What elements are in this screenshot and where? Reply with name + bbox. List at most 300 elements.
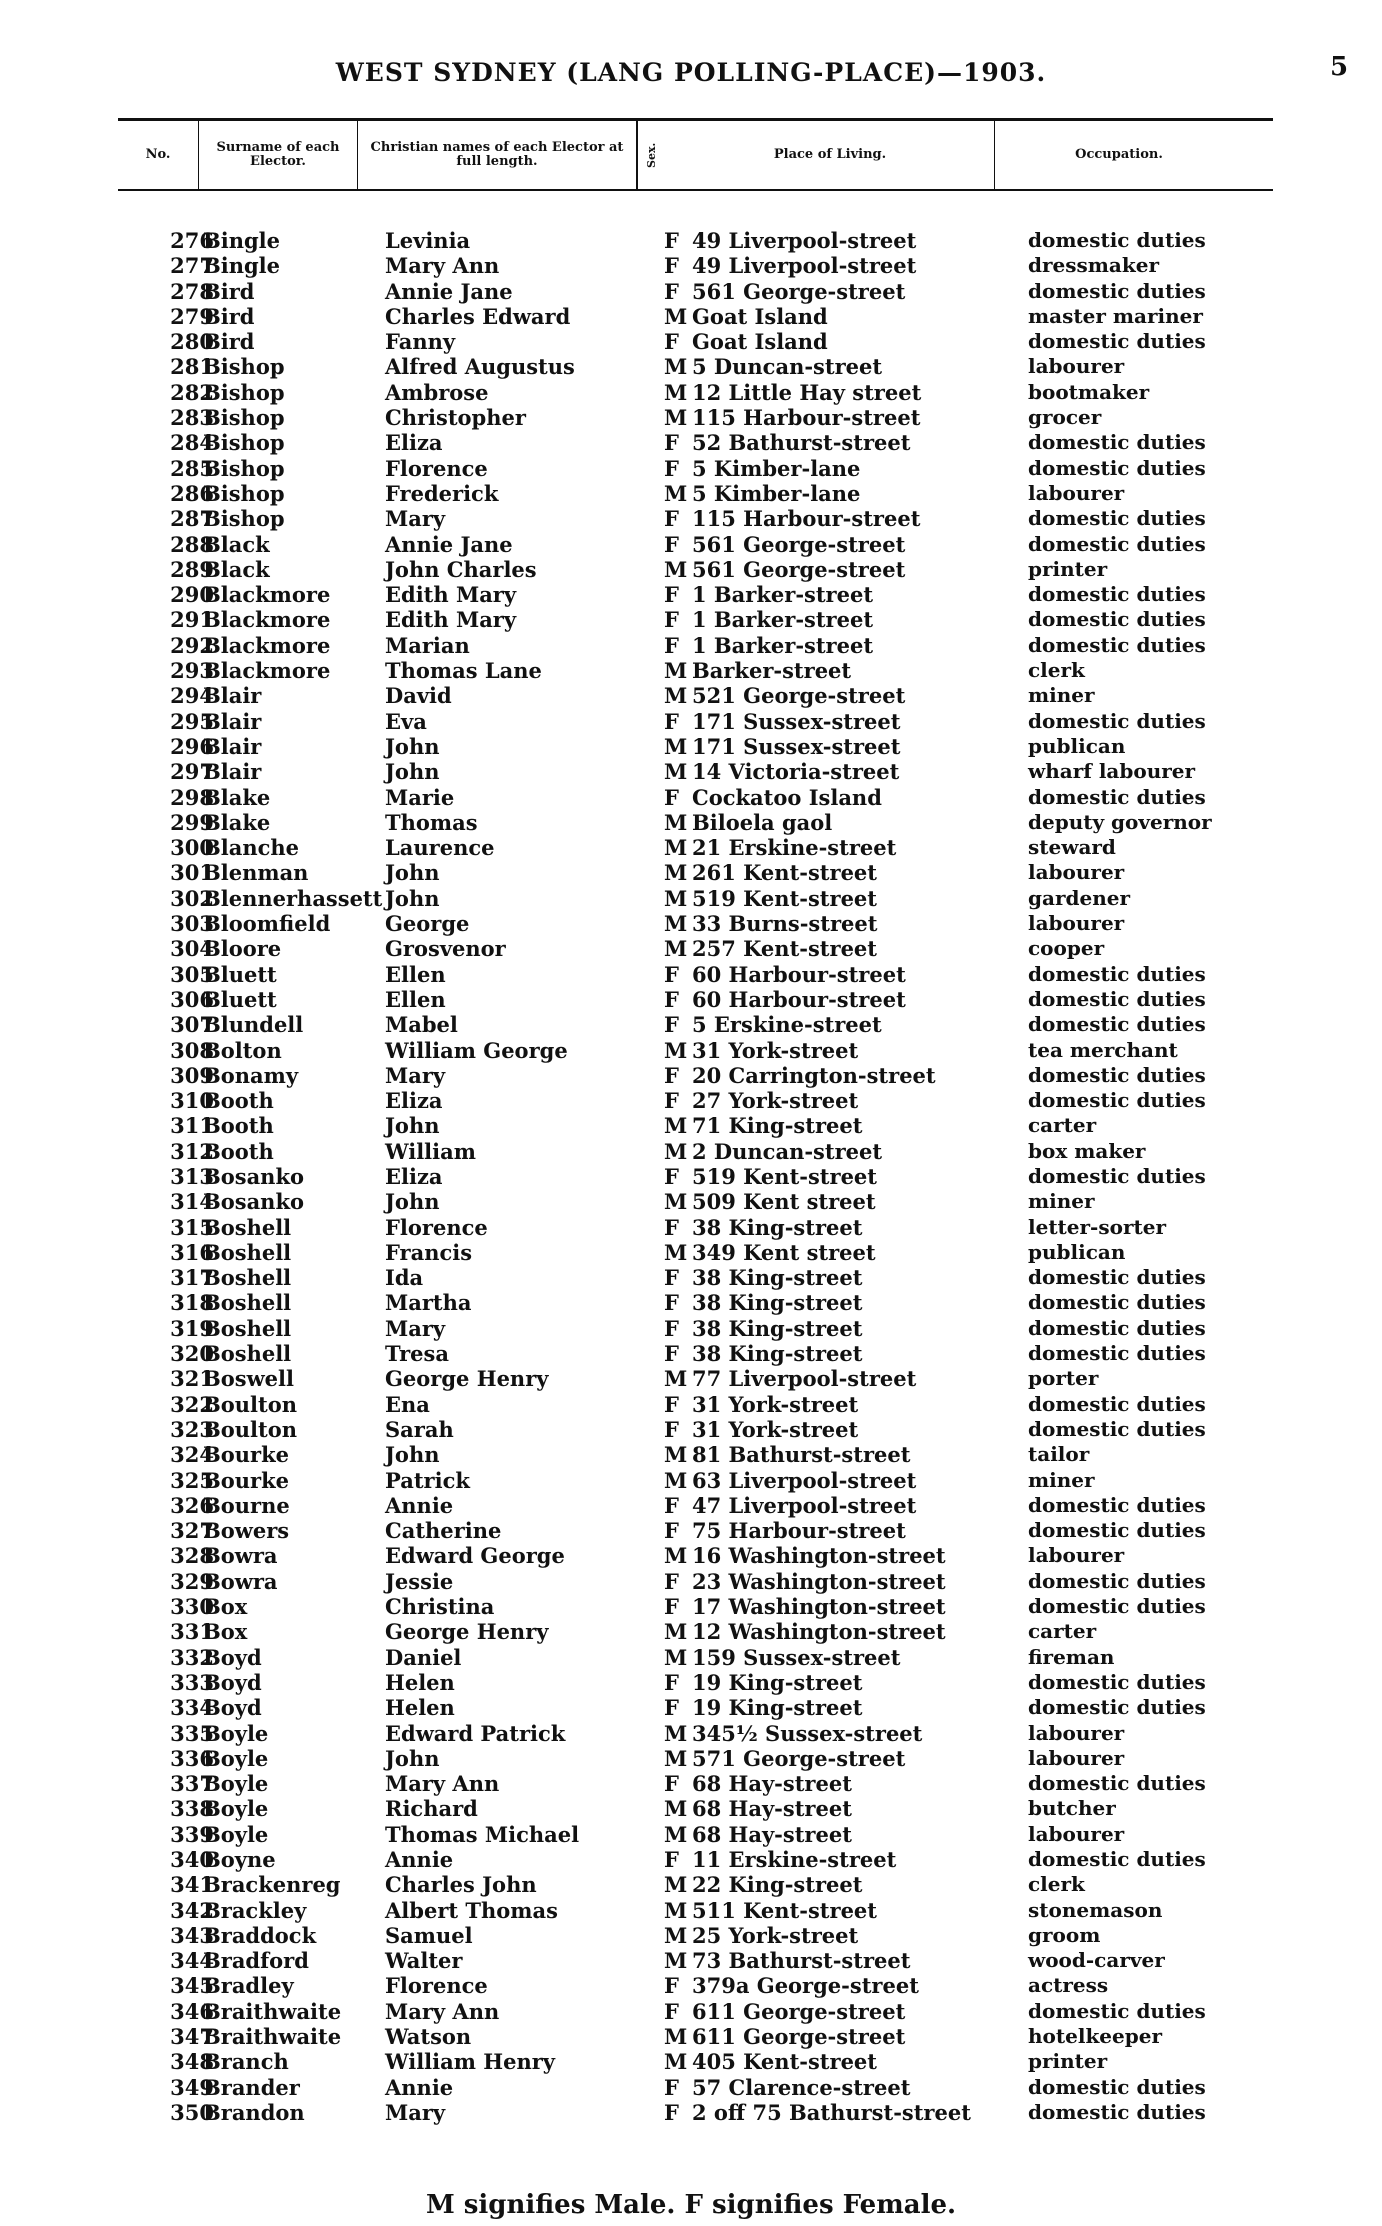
table-row [0,1822,1382,1847]
table-row [0,506,1382,531]
elector-number: 283 [170,405,214,431]
elector-number: 319 [170,1315,214,1341]
elector-number: 282 [170,379,214,405]
sex: M [664,835,688,861]
elector-number: 324 [170,1442,214,1468]
christian-names: Florence [385,1214,488,1240]
place-of-living: 159 Sussex-street [692,1644,901,1670]
sex: F [664,253,679,279]
surname: Boyle [203,1771,269,1797]
occupation: domestic duties [1028,784,1206,809]
occupation: publican [1028,733,1126,758]
place-of-living: 5 Kimber-lane [692,455,861,481]
elector-number: 332 [170,1644,214,1670]
sex: M [664,1138,688,1164]
col-header-christian: Christian names of each Elector at full length. [358,121,637,189]
christian-names: Edward Patrick [385,1720,566,1746]
place-of-living: 511 Kent-street [692,1897,877,1923]
occupation: box maker [1028,1138,1146,1163]
occupation: carter [1028,1113,1097,1138]
occupation: domestic duties [1028,961,1206,986]
occupation: domestic duties [1028,1695,1206,1720]
surname: Bonamy [203,1062,299,1088]
elector-number: 309 [170,1062,214,1088]
sex: M [664,1872,688,1898]
sex: M [664,480,688,506]
sex: F [664,1973,679,1999]
sex: M [664,1467,688,1493]
surname: Branch [203,2049,289,2075]
surname: Bourke [203,1442,289,1468]
sex: F [664,1416,679,1442]
table-row [0,1012,1382,1037]
elector-number: 299 [170,809,214,835]
elector-number: 331 [170,1619,214,1645]
surname: Black [203,531,270,557]
occupation: domestic duties [1028,1315,1206,1340]
occupation: hotelkeeper [1028,2024,1162,2049]
occupation: domestic duties [1028,582,1206,607]
table-row [0,607,1382,632]
christian-names: Thomas [385,809,478,835]
elector-number: 278 [170,278,214,304]
surname: Boshell [203,1239,292,1265]
place-of-living: 519 Kent-street [692,1163,877,1189]
elector-number: 308 [170,1037,214,1063]
sex: F [664,1518,679,1544]
sex: M [664,733,688,759]
christian-names: Fanny [385,329,456,355]
place-of-living: 1 Barker-street [692,632,874,658]
christian-names: David [385,683,452,709]
occupation: tailor [1028,1442,1090,1467]
place-of-living: 60 Harbour-street [692,961,906,987]
sex: M [664,1442,688,1468]
place-of-living: 12 Washington-street [692,1619,946,1645]
occupation: domestic duties [1028,607,1206,632]
sex: F [664,531,679,557]
christian-names: George Henry [385,1619,549,1645]
elector-number: 323 [170,1416,214,1442]
place-of-living: 2 Duncan-street [692,1138,883,1164]
place-of-living: 611 George-street [692,1998,906,2024]
sex: F [664,2074,679,2100]
occupation: domestic duties [1028,1163,1206,1188]
occupation: domestic duties [1028,1290,1206,1315]
occupation: domestic duties [1028,1847,1206,1871]
surname: Bishop [203,405,285,431]
elector-number: 346 [170,1998,214,2024]
elector-number: 315 [170,1214,214,1240]
sex: F [664,506,679,532]
table-row [0,1139,1382,1164]
occupation: domestic duties [1028,2099,1206,2124]
elector-number: 302 [170,885,214,911]
column-header-row [118,118,1273,191]
table-row [0,911,1382,936]
place-of-living: 561 George-street [692,556,906,582]
sex: F [664,1012,679,1038]
place-of-living: 31 York-street [692,1037,859,1063]
surname: Brackenreg [203,1872,341,1898]
occupation: groom [1028,1922,1101,1947]
table-row [0,380,1382,405]
place-of-living: 31 York-street [692,1416,859,1442]
table-row [0,2075,1382,2100]
elector-number: 322 [170,1391,214,1417]
elector-number: 284 [170,430,214,456]
sex: F [664,1062,679,1088]
occupation: domestic duties [1028,506,1206,531]
table-row [0,1771,1382,1796]
occupation: domestic duties [1028,278,1206,303]
table-row [0,987,1382,1012]
surname: Braddock [203,1922,317,1948]
surname: Boyle [203,1720,269,1746]
christian-names: Mary Ann [385,1998,500,2024]
place-of-living: 38 King-street [692,1315,863,1341]
place-of-living: 261 Kent-street [692,860,877,886]
place-of-living: 22 King-street [692,1872,863,1898]
occupation: domestic duties [1028,1492,1206,1517]
surname: Booth [203,1088,274,1114]
surname: Blennerhassett [203,885,383,911]
table-row [0,1973,1382,1998]
christian-names: Ambrose [385,379,489,405]
christian-names: John [385,1745,440,1771]
occupation: labourer [1028,480,1125,505]
sex: F [664,582,679,608]
christian-names: Christina [385,1594,495,1620]
place-of-living: 521 George-street [692,683,906,709]
sex: F [664,278,679,304]
place-of-living: 12 Little Hay street [692,379,922,405]
sex: M [664,1745,688,1771]
christian-names: John [385,885,440,911]
christian-names: Annie Jane [385,531,513,557]
christian-names: Marie [385,784,455,810]
christian-names: William George [385,1037,568,1063]
christian-names: Charles Edward [385,303,571,329]
sex: F [664,784,679,810]
christian-names: Frederick [385,480,499,506]
surname: Blake [203,809,271,835]
place-of-living: 68 Hay-street [692,1821,852,1847]
surname: Box [203,1619,248,1645]
sex: M [664,809,688,835]
christian-names: Thomas Lane [385,658,542,684]
christian-names: Mary Ann [385,253,500,279]
table-row [0,557,1382,582]
sex: M [664,759,688,785]
table-row [0,279,1382,304]
sex: M [664,1189,688,1215]
christian-names: Patrick [385,1467,470,1493]
surname: Boyle [203,1796,269,1822]
christian-names: Mabel [385,1012,458,1038]
christian-names: Levinia [385,228,471,253]
christian-names: Watson [385,2024,472,2050]
elector-number: 280 [170,329,214,355]
surname: Blackmore [203,607,331,633]
place-of-living: 611 George-street [692,2024,906,2050]
place-of-living: 73 Bathurst-street [692,1948,911,1974]
surname: Bishop [203,480,285,506]
sex: F [664,1315,679,1341]
elector-number: 337 [170,1771,214,1797]
place-of-living: Cockatoo Island [692,784,882,810]
occupation: domestic duties [1028,1088,1206,1113]
surname: Boswell [203,1366,294,1392]
elector-number: 276 [170,228,214,253]
table-row [0,1341,1382,1366]
place-of-living: 1 Barker-street [692,582,874,608]
table-row [0,1872,1382,1897]
christian-names: Annie [385,2074,454,2100]
surname: Brackley [203,1897,307,1923]
surname: Bosanko [203,1163,305,1189]
table-row [0,759,1382,784]
occupation: domestic duties [1028,1391,1206,1416]
sex: M [664,683,688,709]
table-row [0,1847,1382,1872]
surname: Boyle [203,1821,269,1847]
christian-names: Mary [385,1315,446,1341]
elector-number: 303 [170,911,214,937]
surname: Bradford [203,1948,309,1974]
table-row [0,1999,1382,2024]
elector-number: 325 [170,1467,214,1493]
occupation: dressmaker [1028,253,1160,278]
place-of-living: 171 Sussex-street [692,708,901,734]
occupation: domestic duties [1028,531,1206,556]
place-of-living: 16 Washington-street [692,1543,946,1569]
sex: F [664,1669,679,1695]
occupation: letter-sorter [1028,1214,1166,1239]
surname: Blair [203,733,262,759]
table-row [0,810,1382,835]
christian-names: John [385,860,440,886]
christian-names: Martha [385,1290,472,1316]
elector-number: 297 [170,759,214,785]
elector-number: 326 [170,1492,214,1518]
col-header-occupation: Occupation. [1075,147,1163,162]
place-of-living: 77 Liverpool-street [692,1366,917,1392]
place-of-living: Goat Island [692,329,828,355]
page-number: 5 [1330,52,1349,82]
elector-number: 329 [170,1568,214,1594]
occupation: domestic duties [1028,1265,1206,1290]
sex: M [664,1821,688,1847]
occupation: domestic duties [1028,1012,1206,1037]
occupation: wood-carver [1028,1948,1165,1973]
place-of-living: 81 Bathurst-street [692,1442,911,1468]
surname: Brandon [203,2099,305,2125]
sex: M [664,1644,688,1670]
place-of-living: 68 Hay-street [692,1771,852,1797]
sex: M [664,1037,688,1063]
elector-number: 298 [170,784,214,810]
sex: M [664,556,688,582]
surname: Boulton [203,1391,297,1417]
table-row [0,785,1382,810]
surname: Bluett [203,961,277,987]
sex: F [664,1695,679,1721]
place-of-living: Barker-street [692,658,852,684]
christian-names: Samuel [385,1922,473,1948]
elector-number: 341 [170,1872,214,1898]
christian-names: Florence [385,1973,488,1999]
elector-number: 294 [170,683,214,709]
sex: M [664,1720,688,1746]
table-row [0,456,1382,481]
sex: M [664,303,688,329]
table-row [0,228,1382,253]
sex: F [664,961,679,987]
occupation: wharf labourer [1028,759,1196,784]
place-of-living: 5 Kimber-lane [692,480,861,506]
occupation: labourer [1028,1745,1125,1770]
place-of-living: 38 King-street [692,1265,863,1291]
sex: F [664,1163,679,1189]
place-of-living: 38 King-street [692,1214,863,1240]
table-row [0,2049,1382,2074]
christian-names: Annie [385,1847,454,1872]
elector-number: 277 [170,253,214,279]
surname: Bishop [203,379,285,405]
christian-names: Edith Mary [385,582,517,608]
sex: M [664,1366,688,1392]
place-of-living: 17 Washington-street [692,1594,946,1620]
table-row [0,1063,1382,1088]
surname: Bishop [203,506,285,532]
place-of-living: 20 Carrington-street [692,1062,936,1088]
place-of-living: 509 Kent street [692,1189,876,1215]
sex: F [664,228,679,253]
table-row [0,1215,1382,1240]
christian-names: Eva [385,708,427,734]
sex: F [664,329,679,355]
occupation: domestic duties [1028,455,1206,480]
elector-number: 307 [170,1012,214,1038]
place-of-living: 38 King-street [692,1341,863,1367]
place-of-living: 519 Kent-street [692,885,877,911]
occupation: deputy governor [1028,809,1212,834]
surname: Blair [203,759,262,785]
elector-list [0,228,1382,2125]
christian-names: Grosvenor [385,936,506,962]
elector-number: 286 [170,480,214,506]
christian-names: Walter [385,1948,463,1974]
christian-names: Annie Jane [385,278,513,304]
occupation: labourer [1028,354,1125,379]
elector-number: 345 [170,1973,214,1999]
christian-names: Mary [385,1062,446,1088]
table-row [0,1442,1382,1467]
table-row [0,734,1382,759]
table-row [0,860,1382,885]
christian-names: Charles John [385,1872,537,1898]
sex: F [664,430,679,456]
elector-number: 327 [170,1518,214,1544]
surname: Blackmore [203,632,331,658]
elector-number: 336 [170,1745,214,1771]
table-row [0,1721,1382,1746]
surname: Blundell [203,1012,304,1038]
sex-legend: M signifies Male. F signifies Female. [425,2190,957,2220]
surname: Boshell [203,1290,292,1316]
place-of-living: 115 Harbour-street [692,405,921,431]
place-of-living: 19 King-street [692,1669,863,1695]
table-row [0,633,1382,658]
table-row [0,354,1382,379]
table-row [0,1113,1382,1138]
christian-names: Sarah [385,1416,454,1442]
elector-number: 343 [170,1922,214,1948]
christian-names: Ida [385,1265,424,1291]
christian-names: Eliza [385,1163,443,1189]
occupation: printer [1028,2049,1108,2074]
elector-number: 301 [170,860,214,886]
table-row [0,1898,1382,1923]
surname: Braithwaite [203,2024,342,2050]
christian-names: John [385,733,440,759]
place-of-living: 1 Barker-street [692,607,874,633]
christian-names: Mary [385,2099,446,2125]
surname: Bishop [203,455,285,481]
table-row [0,582,1382,607]
table-row [0,304,1382,329]
place-of-living: 5 Duncan-street [692,354,883,380]
table-row [0,1923,1382,1948]
occupation: labourer [1028,1543,1125,1568]
sex: F [664,1492,679,1518]
sex: M [664,885,688,911]
table-row [0,1796,1382,1821]
place-of-living: 27 York-street [692,1088,859,1114]
place-of-living: 405 Kent-street [692,2049,877,2075]
elector-number: 316 [170,1239,214,1265]
table-row [0,962,1382,987]
occupation: bootmaker [1028,379,1150,404]
surname: Brander [203,2074,300,2100]
sex: M [664,1619,688,1645]
table-row [0,1392,1382,1417]
christian-names: Helen [385,1695,455,1721]
christian-names: William [385,1138,476,1164]
table-row [0,1948,1382,1973]
christian-names: Mary [385,506,446,532]
table-row [0,1670,1382,1695]
occupation: domestic duties [1028,1594,1206,1619]
occupation: printer [1028,556,1108,581]
sex: M [664,354,688,380]
table-row [0,329,1382,354]
table-row [0,1493,1382,1518]
table-row [0,2024,1382,2049]
occupation: labourer [1028,860,1125,885]
sex: M [664,1922,688,1948]
sex: F [664,1771,679,1797]
place-of-living: 115 Harbour-street [692,506,921,532]
surname: Boyd [203,1669,262,1695]
sex: F [664,1214,679,1240]
christian-names: John [385,1113,440,1139]
christian-names: Ena [385,1391,430,1417]
occupation: domestic duties [1028,430,1206,455]
elector-number: 300 [170,835,214,861]
elector-number: 305 [170,961,214,987]
